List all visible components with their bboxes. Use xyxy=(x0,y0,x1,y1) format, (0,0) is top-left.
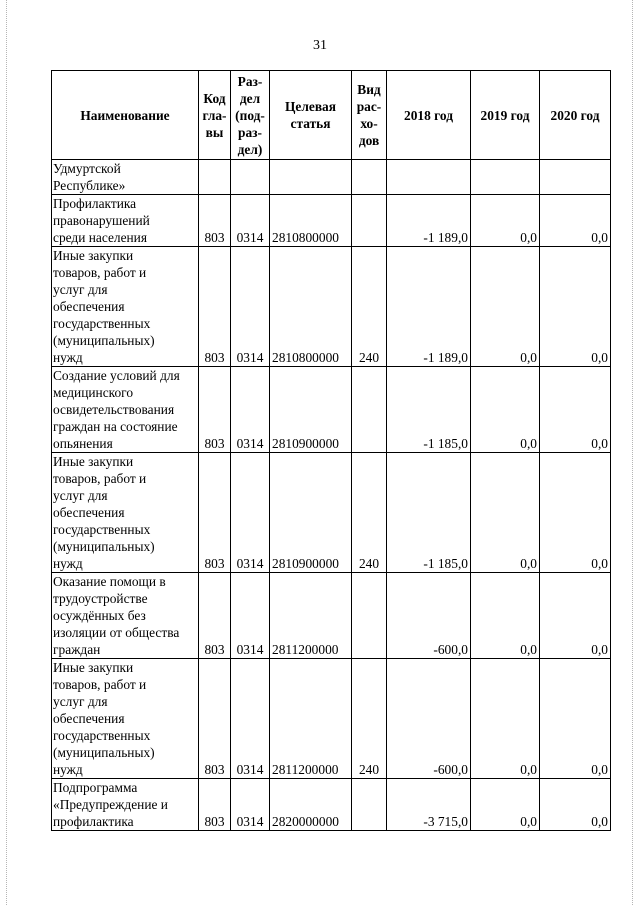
table-header-row xyxy=(52,71,611,160)
cell-2019: 0,0 xyxy=(471,453,540,573)
cell-2019: 0,0 xyxy=(471,779,540,831)
table-row xyxy=(52,573,611,659)
budget-table xyxy=(51,70,611,831)
cell-2019: 0,0 xyxy=(471,367,540,453)
cell-target: 2811200000 xyxy=(270,659,352,779)
header-name: Наименование xyxy=(52,71,199,160)
scan-edge-right xyxy=(632,0,634,905)
cell-target: 2811200000 xyxy=(270,573,352,659)
cell-expense-type xyxy=(352,779,387,831)
cell-code: 803 xyxy=(199,247,231,367)
cell-section xyxy=(231,160,270,195)
cell-target xyxy=(270,160,352,195)
cell-2020: 0,0 xyxy=(540,195,611,247)
header-target: Целевая статья xyxy=(270,71,352,160)
cell-2019: 0,0 xyxy=(471,659,540,779)
cell-2020: 0,0 xyxy=(540,453,611,573)
cell-target: 2810800000 xyxy=(270,195,352,247)
header-code: Код гла- вы xyxy=(199,71,231,160)
table-row xyxy=(52,195,611,247)
scan-edge-left xyxy=(6,0,8,905)
cell-code: 803 xyxy=(199,659,231,779)
cell-2018: -600,0 xyxy=(387,659,471,779)
cell-2018: -1 185,0 xyxy=(387,453,471,573)
cell-2020: 0,0 xyxy=(540,779,611,831)
table-row xyxy=(52,779,611,831)
header-expense-type: Вид рас- хо- дов xyxy=(352,71,387,160)
cell-target: 2810900000 xyxy=(270,367,352,453)
cell-code: 803 xyxy=(199,779,231,831)
table-row xyxy=(52,367,611,453)
cell-name: Подпрограмма «Предупреждение и профилактика xyxy=(52,779,199,831)
cell-section: 0314 xyxy=(231,195,270,247)
cell-2019 xyxy=(471,160,540,195)
cell-section: 0314 xyxy=(231,453,270,573)
cell-expense-type xyxy=(352,160,387,195)
cell-target: 2820000000 xyxy=(270,779,352,831)
page-number: 31 xyxy=(313,38,327,53)
table-row xyxy=(52,453,611,573)
cell-name: Создание условий для медицинского освидетельствования граждан на состояние опьянения xyxy=(52,367,199,453)
cell-expense-type: 240 xyxy=(352,453,387,573)
cell-code: 803 xyxy=(199,367,231,453)
cell-code xyxy=(199,160,231,195)
cell-code: 803 xyxy=(199,573,231,659)
cell-2019: 0,0 xyxy=(471,573,540,659)
cell-section: 0314 xyxy=(231,573,270,659)
cell-target: 2810900000 xyxy=(270,453,352,573)
cell-2018: -1 189,0 xyxy=(387,195,471,247)
cell-expense-type xyxy=(352,367,387,453)
cell-2018: -1 185,0 xyxy=(387,367,471,453)
cell-2020: 0,0 xyxy=(540,573,611,659)
cell-name: Иные закупки товаров, работ и услуг для обеспечения государственных (муниципальных) нужд xyxy=(52,659,199,779)
cell-2018: -3 715,0 xyxy=(387,779,471,831)
cell-name: Иные закупки товаров, работ и услуг для обеспечения государственных (муниципальных) нужд xyxy=(52,247,199,367)
header-2019: 2019 год xyxy=(471,71,540,160)
cell-2019: 0,0 xyxy=(471,195,540,247)
cell-name: Удмуртской Республике» xyxy=(52,160,199,195)
cell-name: Оказание помощи в трудоустройстве осуждённых без изоляции от общества граждан xyxy=(52,573,199,659)
header-2018: 2018 год xyxy=(387,71,471,160)
cell-section: 0314 xyxy=(231,659,270,779)
header-2020: 2020 год xyxy=(540,71,611,160)
cell-2019: 0,0 xyxy=(471,247,540,367)
cell-name: Профилактика правонарушений среди населения xyxy=(52,195,199,247)
cell-2018: -1 189,0 xyxy=(387,247,471,367)
cell-name: Иные закупки товаров, работ и услуг для обеспечения государственных (муниципальных) нужд xyxy=(52,453,199,573)
cell-2020: 0,0 xyxy=(540,659,611,779)
cell-section: 0314 xyxy=(231,779,270,831)
cell-code: 803 xyxy=(199,195,231,247)
cell-expense-type: 240 xyxy=(352,247,387,367)
table-body xyxy=(52,160,611,831)
cell-target: 2810800000 xyxy=(270,247,352,367)
cell-expense-type xyxy=(352,195,387,247)
cell-2020: 0,0 xyxy=(540,367,611,453)
header-section: Раз- дел (под- раз- дел) xyxy=(231,71,270,160)
cell-expense-type xyxy=(352,573,387,659)
cell-2020: 0,0 xyxy=(540,247,611,367)
cell-section: 0314 xyxy=(231,247,270,367)
table-row xyxy=(52,659,611,779)
cell-section: 0314 xyxy=(231,367,270,453)
cell-2018 xyxy=(387,160,471,195)
cell-2018: -600,0 xyxy=(387,573,471,659)
cell-2020 xyxy=(540,160,611,195)
cell-code: 803 xyxy=(199,453,231,573)
table-row xyxy=(52,247,611,367)
table-row xyxy=(52,160,611,195)
cell-expense-type: 240 xyxy=(352,659,387,779)
